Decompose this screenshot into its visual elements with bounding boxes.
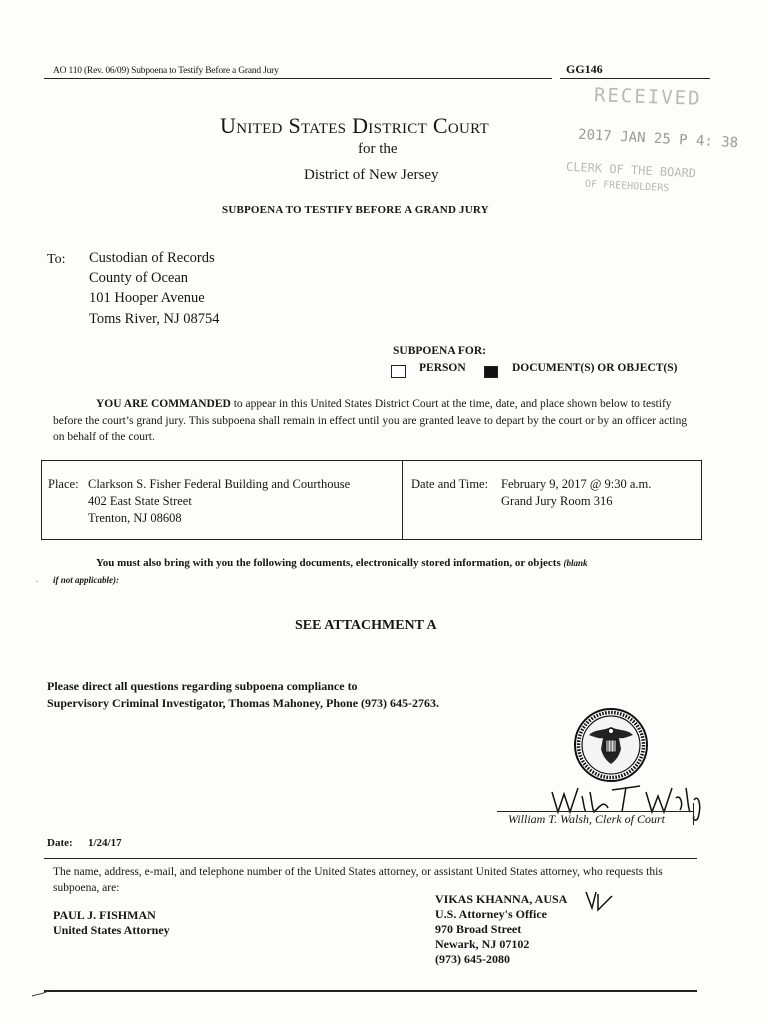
date-value: 1/24/17 xyxy=(88,837,122,849)
signature-line-end xyxy=(693,803,694,825)
to-label: To: xyxy=(47,252,66,267)
bring-note-open: (blank xyxy=(563,558,588,568)
datetime-value: February 9, 2017 @ 9:30 a.m. xyxy=(501,477,652,491)
attorney-section-rule xyxy=(44,858,697,859)
box-divider xyxy=(402,460,403,540)
documents-label: DOCUMENT(S) OR OBJECT(S) xyxy=(512,362,678,374)
stamp-clerk: CLERK OF THE BOARD xyxy=(565,159,697,181)
date-label: Date: xyxy=(47,837,73,849)
recipient-line: Custodian of Records xyxy=(89,250,215,266)
margin-mark: . xyxy=(36,575,38,584)
place-line: Clarkson S. Fisher Federal Building and Courthouse xyxy=(88,477,351,491)
stamp-freeholders: OF FREEHOLDERS xyxy=(584,178,670,195)
doc-number: GG146 xyxy=(566,62,603,76)
header-rule xyxy=(44,78,552,79)
questions-line: Supervisory Criminal Investigator, Thomas Mahoney, Phone (973) 645-2763. xyxy=(47,696,440,710)
ausa-name: VIKAS KHANNA, AUSA xyxy=(435,892,568,906)
court-for: for the xyxy=(358,141,398,157)
see-attachment: SEE ATTACHMENT A xyxy=(295,618,437,633)
received-stamp: RECEIVED xyxy=(593,84,702,110)
attorney-intro: The name, address, e-mail, and telephone number of the United States attorney, or assistant United States attorney, who requests this subpoena, are: xyxy=(53,866,663,894)
margin-scribble-icon xyxy=(30,988,52,1000)
recipient-line: Toms River, NJ 08754 xyxy=(89,311,220,327)
document-title: SUBPOENA TO TESTIFY BEFORE A GRAND JURY xyxy=(222,204,489,216)
ausa-phone: (973) 645-2080 xyxy=(435,952,510,966)
recipient-line: County of Ocean xyxy=(89,270,189,286)
command-paragraph xyxy=(53,396,693,446)
clerk-name: William T. Walsh, Clerk of Court xyxy=(508,812,666,826)
court-seal-icon xyxy=(573,707,649,783)
subpoena-for-label: SUBPOENA FOR: xyxy=(393,345,486,357)
bring-note-close: if not applicable): xyxy=(53,575,119,585)
ausa-street: 970 Broad Street xyxy=(435,922,522,936)
person-checkbox[interactable] xyxy=(391,365,406,378)
bring-text: You must also bring with you the following documents, electronically stored information, or objects xyxy=(96,557,561,569)
bring-instructions xyxy=(96,557,588,569)
ausa-initials xyxy=(584,888,618,914)
datetime-label: Date and Time: xyxy=(411,477,489,491)
command-text: to appear in this United States District Court at the time, date, and place shown below to testify before the court’s grand jury. This subpoena shall remain in effect until you are granted leave to depart by the court or by an officer acting on behalf of the court. xyxy=(53,398,688,443)
recipient-line: 101 Hooper Avenue xyxy=(89,290,205,306)
ausa-city: Newark, NJ 07102 xyxy=(435,937,530,951)
questions-line: Please direct all questions regarding subpoena compliance to xyxy=(47,679,358,693)
us-attorney-name: PAUL J. FISHMAN xyxy=(53,908,156,922)
place-line: 402 East State Street xyxy=(88,494,192,508)
header-rule-right xyxy=(560,78,710,79)
form-id: AO 110 (Rev. 06/09) Subpoena to Testify Before a Grand Jury xyxy=(53,66,279,76)
ausa-office: U.S. Attorney's Office xyxy=(435,907,547,921)
ausa-block xyxy=(435,892,567,967)
court-title: United States District Court xyxy=(220,113,489,138)
bottom-rule xyxy=(44,990,697,992)
us-attorney-block xyxy=(53,908,170,938)
questions-block xyxy=(47,678,439,712)
us-attorney-title: United States Attorney xyxy=(53,923,170,937)
stamp-date: 2017 JAN 25 P 4: 38 xyxy=(577,126,739,152)
place-label: Place: xyxy=(48,477,79,491)
command-lead: YOU ARE COMMANDED xyxy=(96,398,231,410)
place-line: Trenton, NJ 08608 xyxy=(88,511,182,525)
person-label: PERSON xyxy=(419,362,466,374)
documents-checkbox[interactable] xyxy=(484,366,498,378)
grand-jury-room: Grand Jury Room 316 xyxy=(501,494,613,508)
court-district: District of New Jersey xyxy=(304,167,439,183)
